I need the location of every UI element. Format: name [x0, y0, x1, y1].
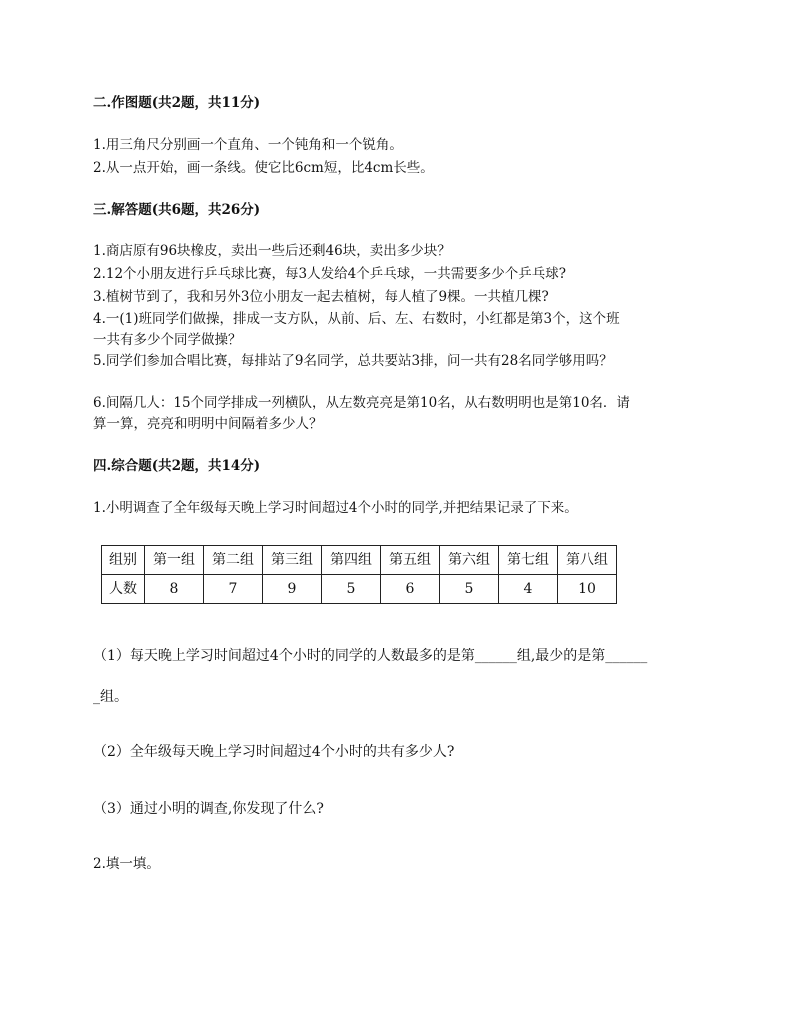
table-cell: 第三组 — [263, 546, 322, 575]
table-cell: 第二组 — [204, 546, 263, 575]
table-cell: 第一组 — [145, 546, 204, 575]
table-row — [102, 575, 617, 604]
section-3-question-6-line-2: 算一算，亮亮和明明中间隔着多少人？ — [93, 416, 323, 432]
sub-question-1-line-1: （1）每天晚上学习时间超过4个小时的同学的人数最多的是第______组,最少的是第______ — [93, 648, 648, 664]
table-cell: 组别 — [102, 546, 145, 575]
sub-question-2: （2）全年级每天晚上学习时间超过4个小时的共有多少人? — [93, 744, 455, 760]
section-3-heading: 三.解答题(共6题，共26分) — [93, 202, 261, 218]
survey-table — [101, 545, 617, 604]
table-cell: 9 — [263, 575, 322, 604]
table-cell: 第六组 — [440, 546, 499, 575]
section-3-question-2: 2.12个小朋友进行乒乓球比赛，每3人发给4个乒乓球，一共需要多少个乒乓球? — [93, 266, 566, 282]
table-cell: 第八组 — [558, 546, 617, 575]
table-cell: 6 — [381, 575, 440, 604]
section-4-question-2: 2.填一填。 — [93, 856, 160, 872]
section-3-question-5: 5.同学们参加合唱比赛，每排站了9名同学，总共要站3排，问一共有28名同学够用吗？ — [93, 353, 613, 369]
section-4-question-1-intro: 1.小明调查了全年级每天晚上学习时间超过4个小时的同学,并把结果记录了下来。 — [93, 500, 578, 516]
table-cell: 10 — [558, 575, 617, 604]
table-cell: 8 — [145, 575, 204, 604]
section-3-question-3: 3.植树节到了，我和另外3位小朋友一起去植树，每人植了9棵。一共植几棵? — [93, 289, 549, 305]
table-cell: 7 — [204, 575, 263, 604]
section-3-question-4-line-1: 4.一(1)班同学们做操，排成一支方队，从前、后、左、右数时，小红都是第3个，这个班 — [93, 311, 620, 327]
table-cell: 第四组 — [322, 546, 381, 575]
section-2-heading: 二.作图题(共2题，共11分) — [93, 95, 261, 111]
table-header-row — [102, 546, 617, 575]
section-2-question-2: 2.从一点开始，画一条线。使它比6cm短，比4cm长些。 — [93, 160, 434, 176]
table-cell: 第五组 — [381, 546, 440, 575]
section-3-question-4-line-2: 一共有多少个同学做操？ — [93, 332, 242, 348]
section-3-question-6-line-1: 6.间隔几人：15个同学排成一列横队，从左数亮亮是第10名，从右数明明也是第10名．请 — [93, 395, 630, 411]
section-4-heading: 四.综合题(共2题，共14分) — [93, 458, 261, 474]
sub-question-1-line-2: _组。 — [93, 689, 128, 705]
table-cell: 5 — [322, 575, 381, 604]
section-2-question-1: 1.用三角尺分别画一个直角、一个钝角和一个锐角。 — [93, 137, 403, 153]
table-cell: 人数 — [102, 575, 145, 604]
section-3-question-1: 1.商店原有96块橡皮，卖出一些后还剩46块，卖出多少块？ — [93, 243, 451, 259]
sub-question-3: （3）通过小明的调查,你发现了什么? — [93, 801, 324, 817]
table-cell: 4 — [499, 575, 558, 604]
table-cell: 5 — [440, 575, 499, 604]
table-cell: 第七组 — [499, 546, 558, 575]
